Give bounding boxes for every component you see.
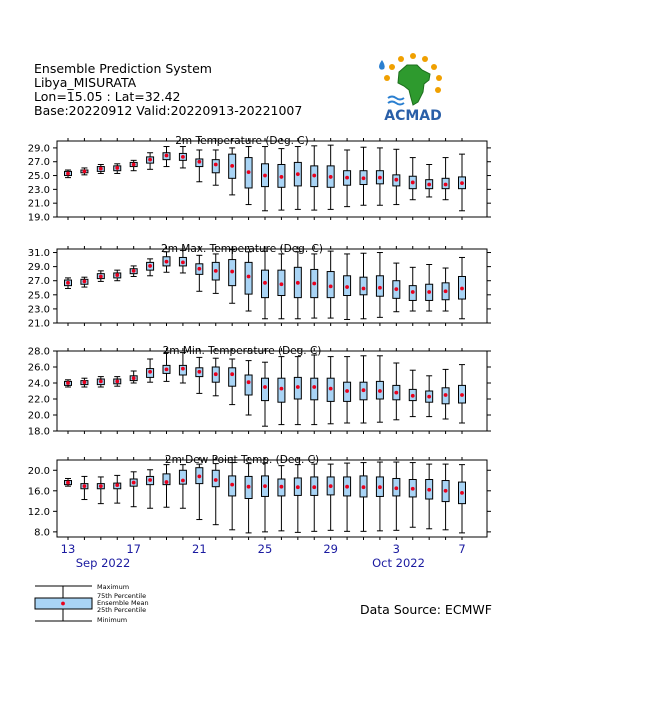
mean-marker bbox=[280, 387, 284, 391]
box-day-25 bbox=[459, 365, 466, 423]
box-day-22 bbox=[409, 463, 416, 528]
y-tick-label: 25.0 bbox=[27, 290, 50, 302]
box-day-16 bbox=[311, 464, 318, 531]
mean-marker bbox=[115, 273, 119, 277]
box-day-24 bbox=[442, 464, 449, 530]
box-day-3 bbox=[97, 164, 104, 173]
forecast-base-valid: Base:20220912 Valid:20220913-20221007 bbox=[34, 103, 303, 118]
panel-2 bbox=[28, 243, 491, 330]
box-day-19 bbox=[360, 147, 367, 205]
mean-marker bbox=[411, 487, 415, 491]
mean-marker bbox=[132, 481, 136, 485]
mean-marker bbox=[345, 389, 349, 393]
mean-marker bbox=[411, 394, 415, 398]
box-day-1 bbox=[65, 380, 72, 387]
panel-frame bbox=[57, 249, 487, 323]
y-tick-label: 29.0 bbox=[27, 262, 50, 274]
mean-marker bbox=[66, 172, 70, 176]
y-tick-label: 18.0 bbox=[27, 426, 50, 438]
mean-marker bbox=[362, 176, 366, 180]
mean-marker bbox=[230, 270, 234, 274]
x-tick-label: 29 bbox=[323, 542, 338, 556]
mean-marker bbox=[296, 281, 300, 285]
box-day-1 bbox=[65, 278, 72, 289]
y-tick-label: 8.0 bbox=[34, 527, 50, 539]
mean-marker bbox=[394, 486, 398, 490]
box-day-6 bbox=[147, 470, 154, 509]
box-day-19 bbox=[360, 253, 367, 319]
mean-marker bbox=[181, 260, 185, 264]
mean-marker bbox=[181, 155, 185, 159]
mean-marker bbox=[345, 176, 349, 180]
panel-4 bbox=[28, 454, 491, 540]
y-tick-label: 27.0 bbox=[27, 276, 50, 288]
box-day-14 bbox=[278, 357, 285, 425]
mean-marker bbox=[378, 485, 382, 489]
box-day-25 bbox=[459, 257, 466, 318]
panel-frame bbox=[57, 141, 487, 217]
box-day-13 bbox=[262, 251, 269, 319]
box-day-19 bbox=[360, 463, 367, 532]
mean-marker bbox=[66, 281, 70, 285]
box-day-8 bbox=[179, 353, 186, 383]
box-day-20 bbox=[376, 462, 383, 531]
y-tick-label: 20.0 bbox=[27, 465, 50, 477]
mean-marker bbox=[148, 370, 152, 374]
box-day-12 bbox=[245, 252, 252, 311]
box-day-12 bbox=[245, 361, 252, 415]
mean-marker bbox=[197, 160, 201, 164]
mean-marker bbox=[394, 287, 398, 291]
mean-marker bbox=[394, 391, 398, 395]
mean-marker bbox=[66, 381, 70, 385]
box-day-24 bbox=[442, 158, 449, 200]
mean-marker bbox=[165, 368, 169, 372]
mean-marker bbox=[394, 178, 398, 182]
mean-marker bbox=[132, 163, 136, 167]
panel-title: 2m Max. Temperature (Deg. C) bbox=[161, 243, 323, 255]
box-day-2 bbox=[81, 378, 88, 387]
box-day-24 bbox=[442, 268, 449, 311]
mean-marker bbox=[411, 290, 415, 294]
box-day-20 bbox=[376, 356, 383, 422]
box-day-17 bbox=[327, 145, 334, 209]
box-day-22 bbox=[409, 267, 416, 311]
mean-marker bbox=[263, 385, 267, 389]
mean-marker bbox=[280, 175, 284, 179]
box-day-23 bbox=[426, 376, 433, 417]
mean-marker bbox=[83, 380, 87, 384]
box-day-14 bbox=[278, 149, 285, 210]
box-day-1 bbox=[65, 478, 72, 486]
station-coordinates: Lon=15.05 : Lat=32.42 bbox=[34, 89, 181, 104]
box-day-21 bbox=[393, 149, 400, 204]
mean-marker bbox=[427, 183, 431, 187]
box-day-23 bbox=[426, 464, 433, 529]
mean-marker bbox=[312, 282, 316, 286]
box-day-6 bbox=[147, 359, 154, 382]
box-day-21 bbox=[393, 263, 400, 312]
mean-marker bbox=[460, 181, 464, 185]
box-day-11 bbox=[229, 463, 236, 530]
box-day-7 bbox=[163, 465, 170, 508]
mean-marker bbox=[197, 475, 201, 479]
box-day-4 bbox=[114, 164, 121, 174]
box-day-16 bbox=[311, 146, 318, 210]
mean-marker bbox=[280, 282, 284, 286]
mean-marker bbox=[181, 479, 185, 483]
mean-marker bbox=[148, 264, 152, 268]
box-day-12 bbox=[245, 147, 252, 205]
mean-marker bbox=[181, 367, 185, 371]
box-day-16 bbox=[311, 355, 318, 425]
box-day-18 bbox=[344, 254, 351, 320]
box-day-5 bbox=[130, 160, 137, 170]
month-label: Sep 2022 bbox=[75, 556, 131, 570]
box-day-21 bbox=[393, 363, 400, 420]
mean-marker bbox=[345, 485, 349, 489]
box-day-17 bbox=[327, 357, 334, 424]
y-tick-label: 20.0 bbox=[27, 410, 50, 422]
mean-marker bbox=[263, 174, 267, 178]
mean-marker bbox=[460, 491, 464, 495]
x-tick-label: 7 bbox=[458, 542, 466, 556]
month-label: Oct 2022 bbox=[372, 556, 425, 570]
mean-marker bbox=[83, 280, 87, 284]
box-day-25 bbox=[459, 465, 466, 533]
panel-frame bbox=[57, 460, 487, 537]
box-day-15 bbox=[294, 357, 301, 425]
y-tick-label: 16.0 bbox=[27, 486, 50, 498]
mean-marker bbox=[444, 393, 448, 397]
box-day-10 bbox=[212, 150, 219, 185]
mean-marker bbox=[378, 389, 382, 393]
box-day-10 bbox=[212, 358, 219, 396]
mean-marker bbox=[214, 269, 218, 273]
mean-marker bbox=[312, 485, 316, 489]
mean-marker bbox=[378, 286, 382, 290]
box-day-18 bbox=[344, 150, 351, 207]
box-day-19 bbox=[360, 356, 367, 423]
mean-marker bbox=[247, 380, 251, 384]
data-source-label: Data Source: ECMWF bbox=[360, 602, 492, 617]
mean-marker bbox=[132, 269, 136, 273]
box-day-1 bbox=[65, 170, 72, 178]
mean-marker bbox=[99, 167, 103, 171]
mean-marker bbox=[280, 485, 284, 489]
legend-mean-marker bbox=[61, 602, 65, 606]
iqr-box bbox=[262, 378, 269, 400]
mean-marker bbox=[296, 385, 300, 389]
x-tick-label: 3 bbox=[392, 542, 400, 556]
box-day-15 bbox=[294, 465, 301, 533]
acmad-logo-text: ACMAD bbox=[384, 108, 442, 124]
y-tick-label: 24.0 bbox=[27, 378, 50, 390]
y-tick-label: 22.0 bbox=[27, 394, 50, 406]
x-tick-label: 21 bbox=[192, 542, 207, 556]
box-day-6 bbox=[147, 153, 154, 170]
mean-marker bbox=[148, 158, 152, 162]
mean-marker bbox=[247, 275, 251, 279]
box-day-15 bbox=[294, 147, 301, 210]
y-tick-label: 27.0 bbox=[27, 157, 50, 169]
box-day-10 bbox=[212, 254, 219, 293]
mean-marker bbox=[99, 484, 103, 488]
legend-label-min: Minimum bbox=[97, 616, 128, 624]
panel-title: 2m Dew Point Temp. (Deg. C) bbox=[164, 454, 320, 466]
box-day-18 bbox=[344, 357, 351, 423]
mean-marker bbox=[230, 372, 234, 376]
box-day-11 bbox=[229, 250, 236, 304]
box-day-14 bbox=[278, 254, 285, 319]
y-tick-label: 25.0 bbox=[27, 171, 50, 183]
box-day-20 bbox=[376, 253, 383, 318]
box-day-24 bbox=[442, 369, 449, 419]
panel-frame bbox=[57, 351, 487, 431]
box-day-2 bbox=[81, 476, 88, 499]
mean-marker bbox=[99, 275, 103, 279]
panel-1 bbox=[28, 135, 491, 224]
mean-marker bbox=[132, 376, 136, 380]
mean-marker bbox=[362, 485, 366, 489]
y-tick-label: 21.0 bbox=[27, 198, 50, 210]
mean-marker bbox=[329, 484, 333, 488]
y-tick-label: 23.0 bbox=[27, 304, 50, 316]
panel-title: 2m Temperature (Deg. C) bbox=[175, 135, 309, 147]
mean-marker bbox=[230, 483, 234, 487]
box-day-13 bbox=[262, 463, 269, 532]
box-day-4 bbox=[114, 475, 121, 503]
box-day-25 bbox=[459, 154, 466, 211]
mean-marker bbox=[247, 485, 251, 489]
mean-marker bbox=[362, 287, 366, 291]
mean-marker bbox=[165, 260, 169, 264]
box-day-21 bbox=[393, 462, 400, 530]
box-day-13 bbox=[262, 147, 269, 211]
y-tick-label: 19.0 bbox=[27, 212, 50, 224]
mean-marker bbox=[263, 484, 267, 488]
box-day-12 bbox=[245, 464, 252, 533]
legend-label-max: Maximum bbox=[97, 583, 130, 591]
x-tick-label: 17 bbox=[126, 542, 141, 556]
legend-label-p75: 75th Percentile bbox=[97, 592, 147, 600]
mean-marker bbox=[214, 478, 218, 482]
mean-marker bbox=[411, 181, 415, 185]
x-tick-label: 25 bbox=[257, 542, 273, 556]
box-day-17 bbox=[327, 251, 334, 318]
legend-label-mean: Ensemble Mean bbox=[97, 599, 149, 607]
mean-marker bbox=[197, 370, 201, 374]
mean-marker bbox=[329, 387, 333, 391]
box-day-23 bbox=[426, 164, 433, 196]
box-day-22 bbox=[409, 158, 416, 200]
box-day-9 bbox=[196, 357, 203, 393]
mean-marker bbox=[345, 285, 349, 289]
x-tick-label: 13 bbox=[60, 542, 76, 556]
mean-marker bbox=[329, 175, 333, 179]
iqr-box bbox=[311, 378, 318, 400]
mean-marker bbox=[230, 164, 234, 168]
box-day-13 bbox=[262, 362, 269, 426]
y-tick-label: 26.0 bbox=[27, 362, 50, 374]
mean-marker bbox=[214, 163, 218, 167]
mean-marker bbox=[247, 170, 251, 174]
mean-marker bbox=[83, 484, 87, 488]
mean-marker bbox=[99, 380, 103, 384]
iqr-box bbox=[360, 277, 367, 295]
box-day-7 bbox=[163, 147, 170, 167]
mean-marker bbox=[115, 483, 119, 487]
iqr-box bbox=[245, 375, 252, 395]
mean-marker bbox=[83, 170, 87, 174]
box-day-11 bbox=[229, 359, 236, 405]
box-day-3 bbox=[97, 271, 104, 282]
chart-legend bbox=[35, 583, 149, 624]
mean-marker bbox=[427, 488, 431, 492]
x-axis-labels bbox=[61, 542, 466, 570]
panel-3 bbox=[28, 345, 491, 438]
y-tick-label: 31.0 bbox=[27, 248, 50, 260]
mean-marker bbox=[427, 290, 431, 294]
box-day-9 bbox=[196, 150, 203, 182]
mean-marker bbox=[115, 166, 119, 170]
y-tick-label: 29.0 bbox=[27, 143, 50, 155]
mean-marker bbox=[312, 385, 316, 389]
mean-marker bbox=[148, 478, 152, 482]
box-day-15 bbox=[294, 252, 301, 319]
y-tick-label: 21.0 bbox=[27, 318, 50, 330]
box-day-6 bbox=[147, 259, 154, 276]
mean-marker bbox=[66, 481, 70, 485]
mean-marker bbox=[444, 183, 448, 187]
box-day-4 bbox=[114, 270, 121, 281]
mean-marker bbox=[362, 388, 366, 392]
mean-marker bbox=[444, 289, 448, 293]
mean-marker bbox=[460, 393, 464, 397]
mean-marker bbox=[165, 154, 169, 158]
box-day-3 bbox=[97, 377, 104, 387]
mean-marker bbox=[378, 176, 382, 180]
y-tick-label: 23.0 bbox=[27, 184, 50, 196]
box-day-8 bbox=[179, 147, 186, 168]
mean-marker bbox=[214, 372, 218, 376]
mean-marker bbox=[460, 287, 464, 291]
box-day-5 bbox=[130, 266, 137, 277]
box-day-5 bbox=[130, 472, 137, 507]
box-day-2 bbox=[81, 277, 88, 287]
box-day-22 bbox=[409, 370, 416, 416]
legend-label-p25: 25th Percentile bbox=[97, 606, 147, 614]
box-day-4 bbox=[114, 377, 121, 387]
box-day-14 bbox=[278, 466, 285, 531]
mean-marker bbox=[197, 267, 201, 271]
box-day-20 bbox=[376, 148, 383, 205]
mean-marker bbox=[427, 395, 431, 399]
mean-marker bbox=[312, 174, 316, 178]
system-title: Ensemble Prediction System bbox=[34, 61, 212, 76]
mean-marker bbox=[165, 480, 169, 484]
mean-marker bbox=[115, 380, 119, 384]
box-day-10 bbox=[212, 464, 219, 525]
panel-title: 2m Min. Temperature (Deg. C) bbox=[162, 345, 322, 357]
mean-marker bbox=[329, 284, 333, 288]
y-tick-label: 28.0 bbox=[27, 346, 50, 358]
box-day-9 bbox=[196, 255, 203, 291]
box-day-18 bbox=[344, 463, 351, 531]
box-day-11 bbox=[229, 148, 236, 195]
box-day-9 bbox=[196, 464, 203, 519]
box-day-23 bbox=[426, 265, 433, 312]
box-day-5 bbox=[130, 371, 137, 383]
box-day-16 bbox=[311, 254, 318, 318]
y-tick-label: 12.0 bbox=[27, 506, 50, 518]
mean-marker bbox=[444, 489, 448, 493]
mean-marker bbox=[263, 281, 267, 285]
iqr-box bbox=[229, 368, 236, 386]
mean-marker bbox=[296, 485, 300, 489]
mean-marker bbox=[296, 172, 300, 176]
box-day-2 bbox=[81, 168, 88, 175]
box-day-3 bbox=[97, 477, 104, 504]
station-name: Libya_MISURATA bbox=[34, 75, 137, 90]
box-day-17 bbox=[327, 464, 334, 530]
box-day-8 bbox=[179, 465, 186, 509]
